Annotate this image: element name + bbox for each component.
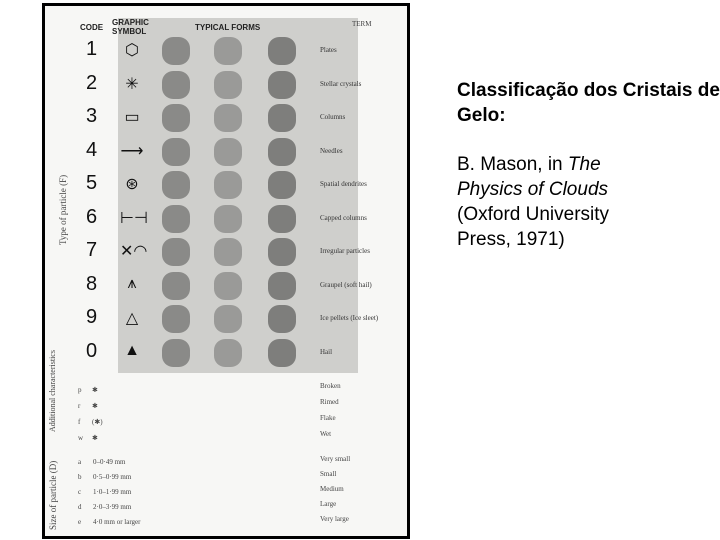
type-code: 0 <box>86 339 98 362</box>
additional-term: Broken <box>320 382 341 390</box>
additional-symbol: ✱ <box>92 434 98 442</box>
size-term: Very small <box>320 455 351 463</box>
crystal-image <box>162 138 190 166</box>
crystal-image <box>268 37 296 65</box>
crystal-image <box>268 238 296 266</box>
classification-row <box>76 235 396 269</box>
crystal-image <box>268 138 296 166</box>
term-label: Needles <box>320 146 343 155</box>
size-range: 0·5–0·99 mm <box>93 473 132 481</box>
classification-row <box>76 135 396 169</box>
graphic-symbol: ✕◠ <box>120 243 148 260</box>
crystal-image <box>162 238 190 266</box>
size-code: c <box>78 488 82 496</box>
crystal-image <box>162 104 190 132</box>
term-label: Spatial dendrites <box>320 180 367 188</box>
crystal-image <box>214 104 242 132</box>
header-forms: TYPICAL FORMS <box>195 23 261 32</box>
term-label: Hail <box>320 347 333 356</box>
classification-row <box>76 202 396 236</box>
crystal-image <box>162 71 190 99</box>
size-range: 1·0–1·99 mm <box>93 488 132 496</box>
size-range: 2·0–3·99 mm <box>93 503 132 511</box>
header-term: TERM <box>352 20 372 28</box>
crystal-image <box>268 205 296 233</box>
crystal-image <box>162 305 190 333</box>
size-code: a <box>78 458 82 466</box>
crystal-image <box>214 238 242 266</box>
size-code: b <box>78 473 82 481</box>
crystal-image <box>268 272 296 300</box>
slide-title: Classificação dos Cristais de Gelo: <box>457 80 720 126</box>
size-term: Very large <box>320 515 349 523</box>
type-code: 9 <box>86 306 98 328</box>
crystal-image <box>214 305 242 333</box>
graphic-symbol: ▭ <box>124 109 140 126</box>
crystal-image <box>268 305 296 333</box>
type-code: 3 <box>86 105 98 127</box>
crystal-image <box>162 339 190 367</box>
additional-term: Rimed <box>320 398 339 406</box>
citation: B. Mason, in The Physics of Clouds (Oxford University Press, 1971) <box>457 154 610 250</box>
graphic-symbol: ⬡ <box>125 42 139 59</box>
additional-code: r <box>78 402 81 410</box>
type-code: 1 <box>86 38 98 60</box>
crystal-image <box>162 37 190 65</box>
term-label: Ice pellets (Ice sleet) <box>320 314 379 322</box>
classification-row <box>76 269 396 303</box>
additional-symbol: (✱) <box>92 418 103 426</box>
graphic-symbol: ⊛ <box>125 176 139 193</box>
classification-row <box>76 68 396 102</box>
term-label: Columns <box>320 113 346 121</box>
size-code: d <box>78 503 82 511</box>
term-label: Stellar crystals <box>320 79 362 88</box>
size-code: e <box>78 518 82 526</box>
header-code: CODE <box>80 23 104 32</box>
graphic-symbol: ⩚ <box>127 274 137 292</box>
size-range: 4·0 mm or larger <box>93 518 141 526</box>
classification-row <box>76 302 396 336</box>
additional-symbol: ✱ <box>92 386 98 394</box>
type-code: 7 <box>86 239 98 261</box>
classification-row <box>76 34 396 68</box>
crystal-image <box>214 272 242 300</box>
type-code: 4 <box>86 138 98 161</box>
additional-code: f <box>78 418 81 426</box>
size-range: 0–0·49 mm <box>93 458 126 466</box>
additional-code: p <box>78 386 82 394</box>
additional-symbol: ✱ <box>92 402 98 410</box>
crystal-image <box>214 205 242 233</box>
term-label: Irregular particles <box>320 247 370 255</box>
additional-term: Flake <box>320 414 336 422</box>
type-code: 5 <box>86 172 98 194</box>
crystal-image <box>268 171 296 199</box>
type-code: 8 <box>86 272 98 295</box>
header-symbol-2: SYMBOL <box>112 27 147 36</box>
term-label: Graupel (soft hail) <box>320 280 372 289</box>
graphic-symbol: ▲ <box>124 341 140 359</box>
crystal-image <box>214 171 242 199</box>
term-label: Capped columns <box>320 213 367 222</box>
crystal-image <box>214 138 242 166</box>
classification-row <box>76 101 396 135</box>
graphic-symbol: △ <box>125 310 139 327</box>
crystal-image <box>214 339 242 367</box>
type-code: 6 <box>86 205 98 228</box>
classification-row <box>76 336 396 370</box>
graphic-symbol: ⟶ <box>120 142 144 160</box>
size-term: Medium <box>320 485 344 493</box>
axis-label-additional: Additional characteristics <box>48 350 57 432</box>
graphic-symbol: ⊢⊣ <box>120 209 148 227</box>
crystal-image <box>268 71 296 99</box>
crystal-image <box>214 71 242 99</box>
additional-term: Wet <box>320 430 332 438</box>
axis-label-type: Type of particle (F) <box>58 174 68 245</box>
crystal-image <box>162 171 190 199</box>
header-symbol-1: GRAPHIC <box>112 18 149 27</box>
crystal-image <box>214 37 242 65</box>
crystal-image <box>268 339 296 367</box>
axis-label-size: Size of particle (D) <box>48 460 58 530</box>
crystal-image <box>162 205 190 233</box>
size-term: Large <box>320 500 337 508</box>
classification-row <box>76 168 396 202</box>
term-label: Plates <box>320 46 337 54</box>
crystal-image <box>162 272 190 300</box>
additional-code: w <box>78 434 84 442</box>
size-term: Small <box>320 470 337 478</box>
crystal-image <box>268 104 296 132</box>
type-code: 2 <box>86 71 98 94</box>
graphic-symbol: ✳ <box>125 75 139 93</box>
